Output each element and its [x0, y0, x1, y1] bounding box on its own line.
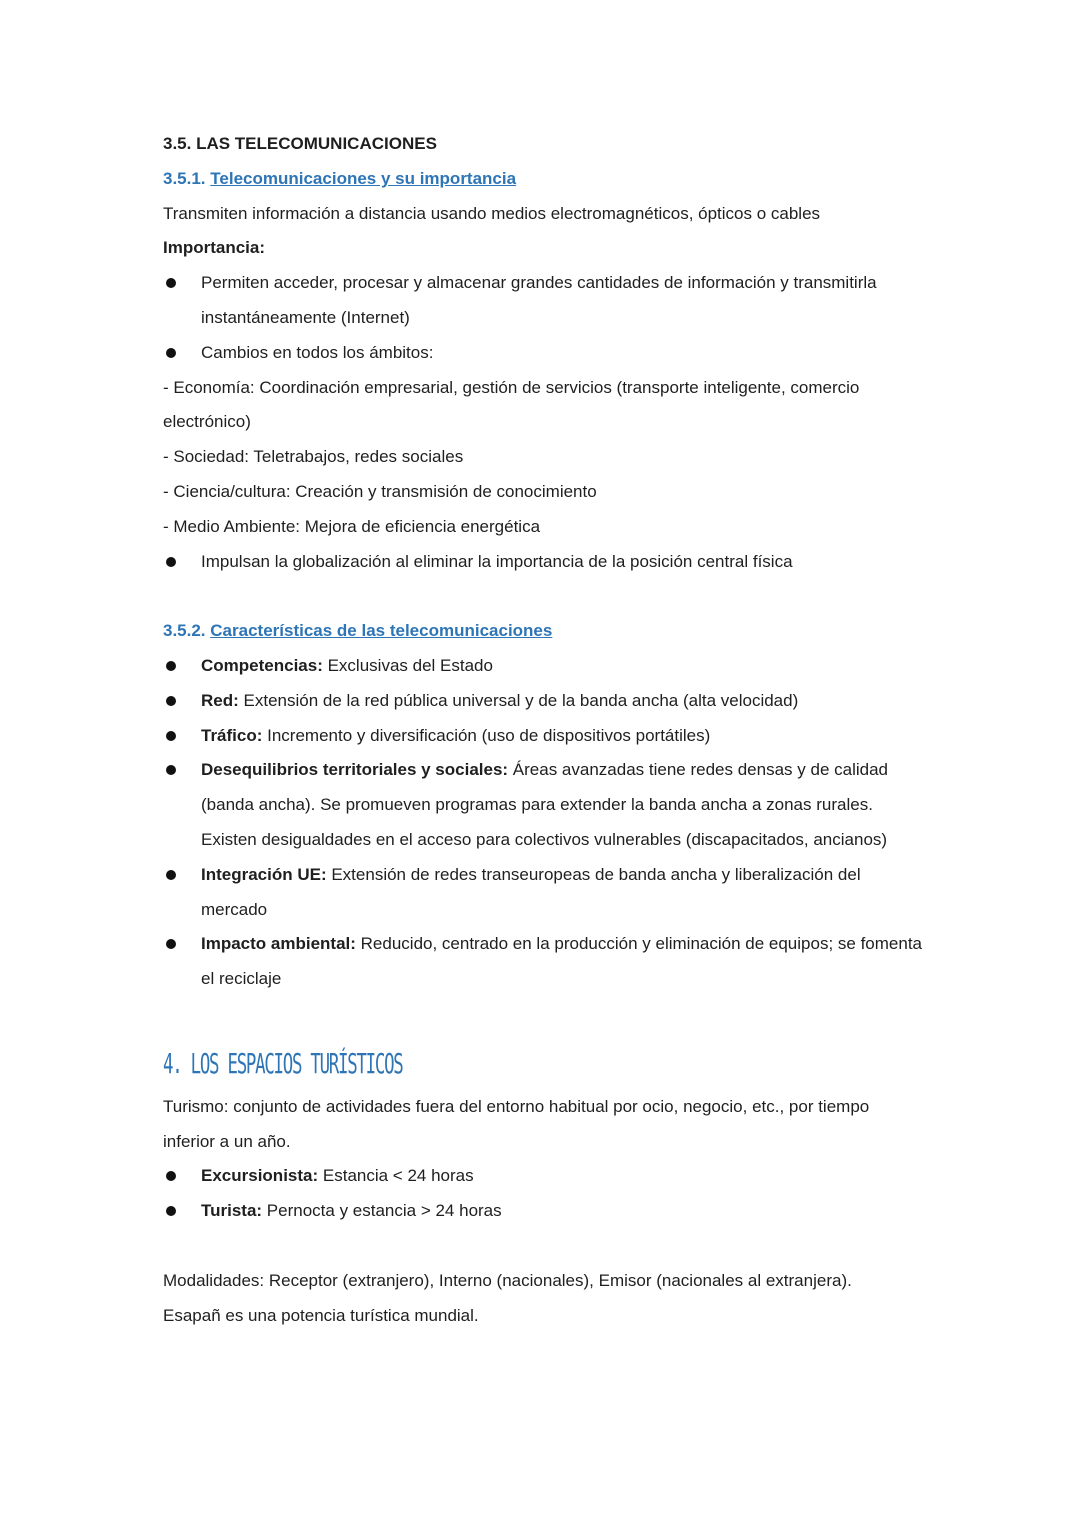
section-heading-4: 4. LOS ESPACIOS TURÍSTICOS	[163, 1046, 403, 1080]
item-text: Áreas avanzadas tiene redes densas y de calidad (banda ancha). Se promueven programas para extender la banda ancha a zonas rurales. Existen desigualdades en el acceso para colectivos vulnerables (discapacitados, ancianos)	[201, 760, 888, 849]
list-item	[163, 684, 923, 719]
importance-label: Importancia:	[163, 238, 266, 258]
bullet-icon	[163, 1194, 201, 1229]
bullet-icon	[163, 719, 201, 754]
bullet-icon	[163, 684, 201, 719]
bullet-icon	[163, 266, 201, 336]
dash-item-economy-cont: electrónico)	[163, 412, 251, 432]
modalities-paragraph: Modalidades: Receptor (extranjero), Interno (nacionales), Emisor (nacionales al extranjera).	[163, 1270, 852, 1290]
list-item	[163, 927, 923, 997]
item-text: Incremento y diversificación (uso de dispositivos portátiles)	[262, 725, 711, 745]
list-item	[163, 266, 923, 336]
item-label: Integración UE:	[201, 864, 327, 884]
tourism-definition: Turismo: conjunto de actividades fuera del entorno habitual por ocio, negocio, etc., por tiempo inferior a un año.	[163, 1096, 870, 1151]
spacer	[163, 997, 923, 1032]
list-item	[163, 1194, 923, 1229]
item-text: Pernocta y estancia > 24 horas	[262, 1201, 502, 1221]
subsection-heading-3-5-1	[163, 162, 923, 197]
subsection-number: 3.5.2.	[163, 621, 206, 641]
document-page	[163, 127, 923, 1333]
bullet-icon	[163, 858, 201, 928]
item-label: Desequilibrios territoriales y sociales:	[201, 760, 509, 780]
list-item-text: Impulsan la globalización al eliminar la importancia de la posición central física	[201, 551, 793, 571]
list-item	[163, 545, 923, 580]
item-label: Excursionista:	[201, 1166, 319, 1186]
item-text: Extensión de redes transeuropeas de banda ancha y liberalización del mercado	[201, 864, 861, 919]
dash-item-science: - Ciencia/cultura: Creación y transmisión de conocimiento	[163, 481, 597, 501]
item-label: Impacto ambiental:	[201, 934, 356, 954]
intro-paragraph: Transmiten información a distancia usando medios electromagnéticos, ópticos o cables	[163, 203, 821, 223]
list-item	[163, 753, 923, 857]
item-text: Extensión de la red pública universal y de la banda ancha (alta velocidad)	[238, 690, 799, 710]
list-item-text: Permiten acceder, procesar y almacenar grandes cantidades de información y transmitirla instantáneamente (Internet)	[201, 273, 877, 327]
subsection-heading-3-5-2	[163, 614, 923, 649]
item-text: Estancia < 24 horas	[318, 1166, 474, 1186]
list-item	[163, 336, 923, 371]
spacer	[163, 1229, 923, 1264]
list-item	[163, 1159, 923, 1194]
bullet-icon	[163, 1159, 201, 1194]
bullet-icon	[163, 649, 201, 684]
potency-paragraph: Esapañ es una potencia turística mundial.	[163, 1305, 479, 1325]
bullet-icon	[163, 927, 201, 997]
dash-item-economy: - Economía: Coordinación empresarial, gestión de servicios (transporte inteligente, comercio	[163, 377, 860, 397]
list-item	[163, 858, 923, 928]
section-heading-3-5: 3.5. LAS TELECOMUNICACIONES	[163, 134, 437, 153]
dash-item-society: - Sociedad: Teletrabajos, redes sociales	[163, 447, 464, 467]
subsection-number: 3.5.1.	[163, 168, 206, 188]
list-item	[163, 719, 923, 754]
list-item	[163, 649, 923, 684]
item-text: Reducido, centrado en la producción y eliminación de equipos; se fomenta el reciclaje	[201, 934, 922, 989]
bullet-icon	[163, 753, 201, 857]
item-label: Red:	[201, 690, 239, 710]
item-label: Competencias:	[201, 655, 323, 675]
subsection-link-characteristics[interactable]: Características de las telecomunicaciones	[210, 621, 553, 641]
subsection-link-telecom-importance[interactable]: Telecomunicaciones y su importancia	[210, 168, 517, 188]
item-label: Turista:	[201, 1201, 263, 1221]
item-label: Tráfico:	[201, 725, 263, 745]
dash-item-environment: - Medio Ambiente: Mejora de eficiencia energética	[163, 516, 541, 536]
item-text: Exclusivas del Estado	[322, 655, 493, 675]
spacer	[163, 579, 923, 614]
bullet-icon	[163, 336, 201, 371]
bullet-icon	[163, 545, 201, 580]
list-item-text: Cambios en todos los ámbitos:	[201, 342, 434, 362]
